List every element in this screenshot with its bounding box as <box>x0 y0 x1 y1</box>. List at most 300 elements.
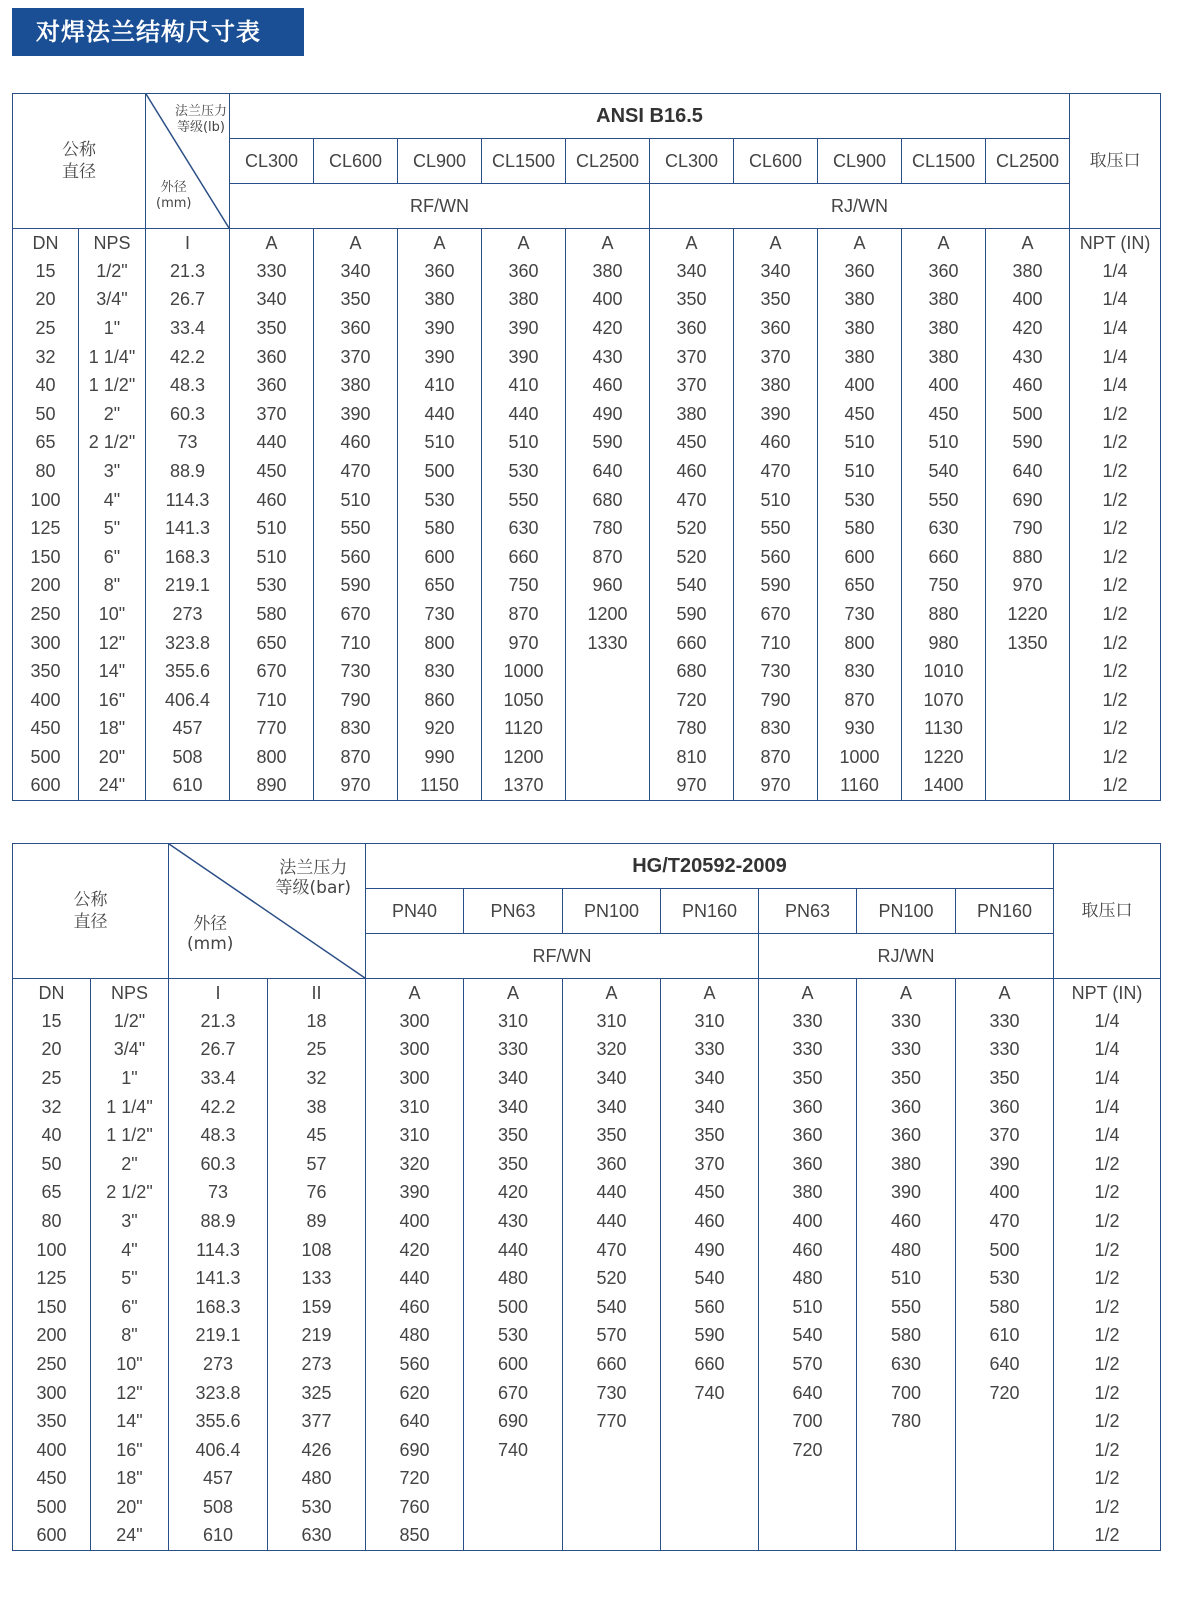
table-cell: 780 <box>857 1407 956 1436</box>
group-rj-wn: RJ/WN <box>759 934 1054 979</box>
table-cell: 360 <box>759 1121 857 1150</box>
table-cell: 1/4 <box>1054 1121 1161 1150</box>
table-cell: 1350 <box>986 629 1070 658</box>
table-cell: 65 <box>13 429 79 458</box>
table-cell: 700 <box>759 1407 857 1436</box>
table-cell: 48.3 <box>169 1121 268 1150</box>
table-row <box>13 286 1161 315</box>
table-cell <box>661 1436 759 1465</box>
table-cell: 168.3 <box>146 543 230 572</box>
table-cell: 600 <box>464 1350 563 1379</box>
column-header: A <box>464 979 563 1008</box>
table-cell: 750 <box>482 572 566 601</box>
table-cell: 325 <box>268 1379 366 1408</box>
table-row <box>13 1179 1161 1208</box>
table-cell: 470 <box>734 457 818 486</box>
group-rj-wn: RJ/WN <box>650 184 1070 229</box>
table-cell: 810 <box>650 743 734 772</box>
column-header: A <box>566 229 650 258</box>
table-row <box>13 629 1161 658</box>
table-cell: 1330 <box>566 629 650 658</box>
table-cell: 1/2 <box>1054 1350 1161 1379</box>
table-cell: 1/2 <box>1054 1436 1161 1465</box>
column-header: A <box>956 979 1054 1008</box>
column-header: A <box>734 229 818 258</box>
table-cell: 350 <box>661 1121 759 1150</box>
table-cell: 360 <box>902 257 986 286</box>
table-cell: 5" <box>91 1264 169 1293</box>
table-cell: 400 <box>13 1436 91 1465</box>
table-cell: 360 <box>398 257 482 286</box>
table-cell: 150 <box>13 543 79 572</box>
table-cell: 426 <box>268 1436 366 1465</box>
table-cell: 610 <box>956 1322 1054 1351</box>
table-cell: 6" <box>91 1293 169 1322</box>
table-row <box>13 657 1161 686</box>
table-cell: 830 <box>818 657 902 686</box>
table-cell <box>956 1407 1054 1436</box>
pressure-class-rj: CL600 <box>734 139 818 184</box>
table-cell: 880 <box>986 543 1070 572</box>
table-cell: 1/2 <box>1054 1407 1161 1436</box>
table-cell <box>566 743 650 772</box>
table-cell: 310 <box>563 1007 661 1036</box>
table-cell: 390 <box>398 343 482 372</box>
table-cell: 1130 <box>902 715 986 744</box>
table-cell: 460 <box>366 1293 464 1322</box>
table-cell: 410 <box>398 371 482 400</box>
table-cell: 450 <box>902 400 986 429</box>
table-cell: 580 <box>230 600 314 629</box>
table-cell: 380 <box>902 286 986 315</box>
table-cell: 1/2 <box>1054 1379 1161 1408</box>
table-cell: 440 <box>366 1264 464 1293</box>
table-cell: 1160 <box>818 772 902 801</box>
column-header: A <box>398 229 482 258</box>
table-row <box>13 1036 1161 1065</box>
table-cell: 450 <box>13 1465 91 1494</box>
table-cell: 1070 <box>902 686 986 715</box>
table-cell: 480 <box>366 1322 464 1351</box>
table-cell <box>986 686 1070 715</box>
table-cell: 800 <box>398 629 482 658</box>
table-cell: 480 <box>268 1465 366 1494</box>
table-cell: 800 <box>818 629 902 658</box>
table-cell: 680 <box>650 657 734 686</box>
column-header: I <box>146 229 230 258</box>
table-cell: 6" <box>79 543 146 572</box>
table-cell: 89 <box>268 1207 366 1236</box>
table-row <box>13 772 1161 801</box>
table-cell: 850 <box>366 1522 464 1551</box>
column-header: A <box>366 979 464 1008</box>
table-cell <box>986 657 1070 686</box>
table-cell: 273 <box>268 1350 366 1379</box>
table-cell: 1/2 <box>1054 1293 1161 1322</box>
table-cell: 490 <box>661 1236 759 1265</box>
table-cell: 380 <box>857 1150 956 1179</box>
pressure-class-rf: CL600 <box>314 139 398 184</box>
table-cell: 25 <box>268 1036 366 1065</box>
table-cell: 1/2 <box>1054 1493 1161 1522</box>
table-cell: 530 <box>464 1322 563 1351</box>
table-cell: 250 <box>13 1350 91 1379</box>
table-cell: 15 <box>13 257 79 286</box>
table-cell: 380 <box>986 257 1070 286</box>
table-cell: 640 <box>366 1407 464 1436</box>
table-row <box>13 514 1161 543</box>
table-cell: 18 <box>268 1007 366 1036</box>
table-cell: 630 <box>902 514 986 543</box>
column-header: DN <box>13 229 79 258</box>
table-cell: 380 <box>482 286 566 315</box>
table-cell: 630 <box>268 1522 366 1551</box>
table-cell: 370 <box>956 1121 1054 1150</box>
table-cell: 1/2 <box>1070 657 1161 686</box>
table-cell: 460 <box>857 1207 956 1236</box>
table-cell: 406.4 <box>169 1436 268 1465</box>
table-cell: 360 <box>818 257 902 286</box>
table-cell: 400 <box>366 1207 464 1236</box>
table-row <box>13 371 1161 400</box>
table-cell: 350 <box>650 286 734 315</box>
table-row <box>13 457 1161 486</box>
table-cell: 20 <box>13 286 79 315</box>
table-cell: 355.6 <box>146 657 230 686</box>
table-cell: 700 <box>857 1379 956 1408</box>
table-cell <box>857 1493 956 1522</box>
table-cell: 480 <box>464 1264 563 1293</box>
table-row <box>13 257 1161 286</box>
table-row <box>13 572 1161 601</box>
table-cell: 21.3 <box>169 1007 268 1036</box>
table-row <box>13 486 1161 515</box>
table-cell: 350 <box>857 1064 956 1093</box>
table-cell: 350 <box>563 1121 661 1150</box>
table-cell: 790 <box>734 686 818 715</box>
table-cell: 530 <box>818 486 902 515</box>
column-header: A <box>482 229 566 258</box>
pressure-class-rj: PN63 <box>759 889 857 934</box>
table-cell: 350 <box>314 286 398 315</box>
table-cell: 12" <box>91 1379 169 1408</box>
table-cell: 1/2 <box>1070 514 1161 543</box>
table-cell: 200 <box>13 1322 91 1351</box>
table-cell: 340 <box>464 1093 563 1122</box>
table-cell: 1/4 <box>1070 343 1161 372</box>
table-cell: 2 1/2" <box>91 1179 169 1208</box>
table-cell: 730 <box>563 1379 661 1408</box>
table-cell: 1/4 <box>1054 1036 1161 1065</box>
column-header: NPT (IN) <box>1070 229 1161 258</box>
table-cell: 1400 <box>902 772 986 801</box>
table-cell: 830 <box>314 715 398 744</box>
table-cell: 580 <box>398 514 482 543</box>
table-cell: 40 <box>13 1121 91 1150</box>
table-cell: 360 <box>857 1121 956 1150</box>
table-cell: 360 <box>956 1093 1054 1122</box>
table-cell: 730 <box>398 600 482 629</box>
table-cell: 1050 <box>482 686 566 715</box>
table-cell: 650 <box>230 629 314 658</box>
table-cell: 330 <box>759 1007 857 1036</box>
table-cell: 730 <box>818 600 902 629</box>
pressure-class-rf: PN160 <box>661 889 759 934</box>
table-cell: 350 <box>13 657 79 686</box>
table-cell: 510 <box>398 429 482 458</box>
table-cell <box>566 657 650 686</box>
pressure-tap-header: 取压口 <box>1070 94 1161 229</box>
table-cell: 570 <box>563 1322 661 1351</box>
table-cell: 580 <box>818 514 902 543</box>
table-cell: 300 <box>366 1036 464 1065</box>
table-cell <box>956 1522 1054 1551</box>
table-cell: 590 <box>566 429 650 458</box>
table-cell: 800 <box>230 743 314 772</box>
table-cell: 870 <box>566 543 650 572</box>
table-cell: 400 <box>986 286 1070 315</box>
diagonal-header-cell <box>169 844 366 979</box>
table-cell: 970 <box>650 772 734 801</box>
table-cell: 141.3 <box>146 514 230 543</box>
group-rf-wn: RF/WN <box>230 184 650 229</box>
table-cell: 370 <box>650 343 734 372</box>
table-cell: 1150 <box>398 772 482 801</box>
table-row <box>13 600 1161 629</box>
table-cell <box>857 1436 956 1465</box>
table-cell: 330 <box>230 257 314 286</box>
table-cell: 390 <box>482 314 566 343</box>
table-cell <box>661 1407 759 1436</box>
table-row <box>13 1236 1161 1265</box>
table-cell: 330 <box>857 1007 956 1036</box>
table-row <box>13 1007 1161 1036</box>
table-cell: 670 <box>734 600 818 629</box>
table-cell: 2" <box>91 1150 169 1179</box>
table-cell: 550 <box>482 486 566 515</box>
table-cell: 370 <box>230 400 314 429</box>
table-cell: 470 <box>314 457 398 486</box>
table-cell: 1220 <box>902 743 986 772</box>
column-header: A <box>986 229 1070 258</box>
table-cell <box>956 1493 1054 1522</box>
table-cell: 2 1/2" <box>79 429 146 458</box>
table-cell: 720 <box>366 1465 464 1494</box>
table-cell: 24" <box>91 1522 169 1551</box>
table-cell: 360 <box>482 257 566 286</box>
table-cell <box>857 1465 956 1494</box>
table-cell: 1/2 <box>1054 1179 1161 1208</box>
table-cell: 300 <box>13 1379 91 1408</box>
table-cell: 18" <box>91 1465 169 1494</box>
table-cell: 530 <box>956 1264 1054 1293</box>
table-cell: 380 <box>818 286 902 315</box>
table-cell: 510 <box>734 486 818 515</box>
table-cell: 3" <box>79 457 146 486</box>
table-cell: 390 <box>398 314 482 343</box>
table-cell: 360 <box>563 1150 661 1179</box>
pressure-class-rj: CL2500 <box>986 139 1070 184</box>
table-cell: 2" <box>79 400 146 429</box>
table-cell: 870 <box>482 600 566 629</box>
table-cell: 340 <box>314 257 398 286</box>
table-cell: 960 <box>566 572 650 601</box>
table-cell <box>986 715 1070 744</box>
table-cell: 690 <box>464 1407 563 1436</box>
table-row <box>13 1407 1161 1436</box>
table-cell: 370 <box>734 343 818 372</box>
table-cell: 330 <box>956 1007 1054 1036</box>
table-cell: 88.9 <box>169 1207 268 1236</box>
table-cell: 25 <box>13 314 79 343</box>
table-cell: 114.3 <box>169 1236 268 1265</box>
table-cell: 670 <box>464 1379 563 1408</box>
table-cell: 740 <box>661 1379 759 1408</box>
table-cell <box>563 1436 661 1465</box>
table-cell: 1/2" <box>79 257 146 286</box>
table-cell: 630 <box>857 1350 956 1379</box>
table-cell: 1/2" <box>91 1007 169 1036</box>
table-cell: 32 <box>13 343 79 372</box>
table-cell: 540 <box>661 1264 759 1293</box>
table-cell: 1220 <box>986 600 1070 629</box>
pressure-class-rf: CL900 <box>398 139 482 184</box>
table-cell: 380 <box>314 371 398 400</box>
table-row <box>13 1493 1161 1522</box>
table-cell: 1/2 <box>1070 486 1161 515</box>
table-cell: 660 <box>661 1350 759 1379</box>
table-cell: 100 <box>13 486 79 515</box>
table-row <box>13 400 1161 429</box>
table-cell: 1010 <box>902 657 986 686</box>
table-row <box>13 1150 1161 1179</box>
table-cell: 15 <box>13 1007 91 1036</box>
table-cell: 80 <box>13 1207 91 1236</box>
table-cell: 830 <box>734 715 818 744</box>
column-header: II <box>268 979 366 1008</box>
table-cell <box>759 1522 857 1551</box>
table-cell: 790 <box>986 514 1070 543</box>
table-cell: 590 <box>314 572 398 601</box>
table-row <box>13 1121 1161 1150</box>
table-cell <box>566 686 650 715</box>
table-cell: 630 <box>482 514 566 543</box>
table-cell: 400 <box>956 1179 1054 1208</box>
table-row <box>13 1350 1161 1379</box>
table-cell: 380 <box>650 400 734 429</box>
pressure-class-rf: PN40 <box>366 889 464 934</box>
table-cell <box>956 1465 1054 1494</box>
table-cell: 790 <box>314 686 398 715</box>
table-cell: 510 <box>230 543 314 572</box>
table-cell: 740 <box>464 1436 563 1465</box>
table-cell: 590 <box>734 572 818 601</box>
column-header: DN <box>13 979 91 1008</box>
table-cell: 114.3 <box>146 486 230 515</box>
pressure-class-rf: CL300 <box>230 139 314 184</box>
standard-name: HG/T20592-2009 <box>366 844 1054 889</box>
table-cell: 510 <box>314 486 398 515</box>
table-cell: 108 <box>268 1236 366 1265</box>
table-cell: 168.3 <box>169 1293 268 1322</box>
table-cell: 550 <box>902 486 986 515</box>
table-cell: 510 <box>818 429 902 458</box>
table-row <box>13 1264 1161 1293</box>
table-cell: 890 <box>230 772 314 801</box>
table-cell: 380 <box>902 314 986 343</box>
table-cell: 360 <box>857 1093 956 1122</box>
table-cell <box>661 1493 759 1522</box>
table-row <box>13 1207 1161 1236</box>
table-cell: 508 <box>169 1493 268 1522</box>
table-cell: 610 <box>146 772 230 801</box>
table-cell: 660 <box>650 629 734 658</box>
table-cell: 125 <box>13 1264 91 1293</box>
table-cell: 219.1 <box>146 572 230 601</box>
table-cell: 600 <box>13 1522 91 1551</box>
table-cell: 330 <box>759 1036 857 1065</box>
table-cell: 1000 <box>482 657 566 686</box>
column-header: I <box>169 979 268 1008</box>
table-cell: 80 <box>13 457 79 486</box>
table-cell: 73 <box>169 1179 268 1208</box>
table-cell: 323.8 <box>146 629 230 658</box>
table-cell: 390 <box>366 1179 464 1208</box>
table-cell: 970 <box>986 572 1070 601</box>
table-cell: 1370 <box>482 772 566 801</box>
table-cell: 1 1/4" <box>91 1093 169 1122</box>
table-cell: 770 <box>563 1407 661 1436</box>
table-cell: 500 <box>464 1293 563 1322</box>
table-cell: 590 <box>661 1322 759 1351</box>
table-cell: 670 <box>230 657 314 686</box>
column-header: NPT (IN) <box>1054 979 1161 1008</box>
table-cell: 660 <box>563 1350 661 1379</box>
table-cell: 340 <box>734 257 818 286</box>
table-cell: 650 <box>818 572 902 601</box>
table-cell: 970 <box>314 772 398 801</box>
table-cell: 400 <box>566 286 650 315</box>
table-cell: 350 <box>230 314 314 343</box>
table-cell: 350 <box>464 1150 563 1179</box>
table-cell: 430 <box>566 343 650 372</box>
table-cell: 860 <box>398 686 482 715</box>
table-cell: 1/2 <box>1070 400 1161 429</box>
table-cell: 460 <box>661 1207 759 1236</box>
table-cell: 1" <box>79 314 146 343</box>
table-cell: 42.2 <box>169 1093 268 1122</box>
table-cell: 3" <box>91 1207 169 1236</box>
table-cell: 550 <box>314 514 398 543</box>
table-cell: 510 <box>482 429 566 458</box>
table-cell: 400 <box>818 371 902 400</box>
table-cell: 730 <box>314 657 398 686</box>
table-cell: 990 <box>398 743 482 772</box>
table-cell: 320 <box>563 1036 661 1065</box>
table-cell: 1/2 <box>1070 572 1161 601</box>
table-cell: 770 <box>230 715 314 744</box>
table-cell: 440 <box>563 1207 661 1236</box>
table-cell: 20 <box>13 1036 91 1065</box>
table-cell: 420 <box>566 314 650 343</box>
table-cell: 406.4 <box>146 686 230 715</box>
pressure-tap-header: 取压口 <box>1054 844 1161 979</box>
table-cell: 640 <box>759 1379 857 1408</box>
table-cell: 310 <box>464 1007 563 1036</box>
table-cell: 42.2 <box>146 343 230 372</box>
table-cell: 16" <box>91 1436 169 1465</box>
table-cell: 219 <box>268 1322 366 1351</box>
